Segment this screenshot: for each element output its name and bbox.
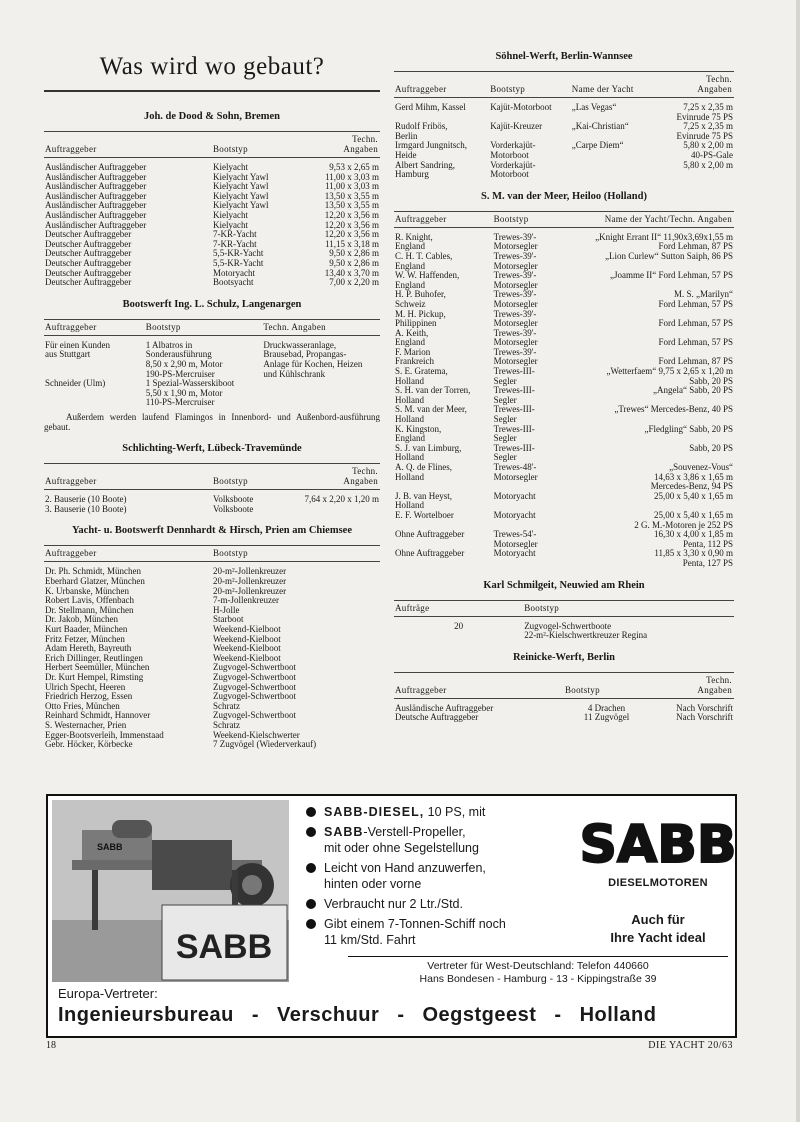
table-cell: H-Jolle xyxy=(213,604,240,615)
table-cell: M. S. „Marilyn“ Ford Lehman, 57 PS xyxy=(658,289,733,309)
column-header: Auftraggeber xyxy=(44,546,212,562)
feature-text: Leicht von Hand anzuwerfen, hinten oder vorne xyxy=(324,861,486,891)
table-cell: W. W. Haffenden, England xyxy=(395,270,460,290)
table-cell: H. P. Buhofer, Schweiz xyxy=(395,289,446,309)
table-cell: 7,25 x 2,35 m Evinrude 75 PS xyxy=(676,121,733,141)
table-cell: R. Knight, England xyxy=(395,231,433,252)
column-header: Bootstyp xyxy=(523,600,734,616)
left-sections xyxy=(44,110,380,750)
table-cell: Otto Fries, München xyxy=(45,700,120,711)
page-edge xyxy=(796,0,800,1122)
feature-text: -Verstell-Propeller, mit oder ohne Segelstellung xyxy=(324,825,479,855)
column-header: Name der Yacht xyxy=(571,72,659,98)
table-cell: 7,25 x 2,35 m Evinrude 75 PS xyxy=(676,102,733,122)
table-cell: Bootsyacht xyxy=(213,277,254,288)
table-cell: 9,50 x 2,86 m xyxy=(329,257,379,268)
slogan: Auch für Ihre Yacht ideal xyxy=(610,912,706,945)
order-table xyxy=(44,131,380,288)
table-cell: Weekend-Kielboot xyxy=(213,633,281,644)
table-cell: 12,20 x 3,56 m xyxy=(324,219,379,230)
table-cell: Zugvogel-Schwertboot xyxy=(213,681,296,692)
table-cell: Trewes-39'- Motorsegler xyxy=(493,289,538,309)
table-cell: Deutscher Auftraggeber xyxy=(45,238,132,249)
table-cell: Kielyacht Yawl xyxy=(213,171,269,182)
table-cell: 2. Bauserie (10 Boote) xyxy=(45,494,127,505)
table-cell: Weekend-Kielboot xyxy=(213,643,281,654)
table-cell: Nach Vorschrift xyxy=(676,712,733,723)
table-cell: Druckwasseranlage, Brausebad, Propangas- Anlage für Kochen, Heizen und Kühlschrank xyxy=(263,339,363,379)
table-row xyxy=(394,98,734,123)
table-cell: Rudolf Fribös, Berlin xyxy=(395,121,448,141)
table-row xyxy=(394,310,734,329)
column-header: Techn. Angaben xyxy=(296,464,380,490)
table-cell: Trewes-III- Segler xyxy=(493,404,535,425)
table-cell: A. Q. de Flines, Holland xyxy=(395,462,452,482)
table-cell: Vorderkajüt- Motorboot xyxy=(490,140,536,160)
table-cell: Deutscher Auftraggeber xyxy=(45,229,132,240)
column-header: Bootstyp xyxy=(212,546,380,562)
table-cell: M. H. Pickup, Philippinen xyxy=(395,308,446,329)
table-row xyxy=(394,444,734,463)
right-sections xyxy=(394,50,734,723)
table-cell: „Angela“ Sabb, 20 PS xyxy=(653,385,733,396)
table-cell: „Wetterfaem“ 9,75 x 2,65 x 1,20 m Sabb, 20 PS xyxy=(606,366,733,386)
table-cell: 5,5-KR-Yacht xyxy=(213,257,264,268)
column-header: Bootstyp xyxy=(145,319,263,335)
table-cell: Deutscher Auftraggeber xyxy=(45,257,132,268)
europe-company-part: Ingenieursbureau xyxy=(58,1004,234,1026)
column-header: Techn. Angaben xyxy=(649,672,734,698)
column-header: Name der Yacht/Techn. Angaben xyxy=(561,211,734,227)
table-cell: 13,40 x 3,70 m xyxy=(324,267,379,278)
table-cell: 9,50 x 2,86 m xyxy=(329,248,379,259)
europe-company xyxy=(58,1002,735,1028)
table-cell: Dr. Kurt Hempel, Rimsting xyxy=(45,672,144,682)
left-column xyxy=(44,50,380,750)
table-cell: Dr. Stellmann, München xyxy=(45,604,134,615)
table-cell: 12,20 x 3,56 m xyxy=(324,229,379,240)
feature-strong: SABB-DIESEL, xyxy=(324,805,425,819)
table-cell: Kielyacht Yawl xyxy=(213,190,269,201)
table-cell: Ohne Auftraggeber xyxy=(395,529,465,540)
table-cell: F. Marion Frankreich xyxy=(395,346,434,367)
table-row xyxy=(394,290,734,309)
column-header: Techn. Angaben xyxy=(659,72,734,98)
bullet-icon xyxy=(306,863,316,873)
table-cell: Ford Lehman, 57 PS xyxy=(658,337,733,348)
table-cell: 5,80 x 2,00 m 40-PS-Gale xyxy=(683,140,733,160)
europe-company-part: Oegstgeest xyxy=(422,1004,537,1026)
table-row xyxy=(44,740,380,750)
table-cell: 20 xyxy=(454,620,464,631)
table-cell: S. M. van der Meer, Holland xyxy=(395,404,467,425)
table-cell: S. J. van Limburg, Holland xyxy=(395,442,462,463)
table-cell: Fritz Fetzer, München xyxy=(45,633,125,644)
table-cell: 12,20 x 3,56 m xyxy=(324,209,379,220)
magazine-issue: DIE YACHT 20/63 xyxy=(648,1040,733,1051)
section-title: Reinicke-Werft, Berlin xyxy=(512,651,616,663)
table-cell: Trewes-54'- Motorsegler xyxy=(493,529,538,549)
table-cell: Vorderkajüt- Motorboot xyxy=(490,159,536,180)
table-cell: Motoryacht xyxy=(213,267,255,278)
table-row xyxy=(394,386,734,405)
table-cell: Zugvogel-Schwertboote 22-m²-Kielschwertkreuzer Regina xyxy=(524,620,648,641)
crate-sabb-label: SABB xyxy=(175,928,273,966)
table-cell: Kielyacht Yawl xyxy=(213,181,269,192)
table-cell: 4 Drachen xyxy=(587,702,626,713)
table-cell xyxy=(571,161,659,180)
table-cell: Ford Lehman, 57 PS xyxy=(658,318,733,329)
table-row xyxy=(394,713,734,723)
table-cell: Zugvogel-Schwertboot xyxy=(213,662,296,673)
europe-company-part: Verschuur xyxy=(276,1004,380,1026)
table-cell: 7-m-Jollenkreuzer xyxy=(213,595,279,606)
table-cell: Trewes-39'- Motorsegler xyxy=(493,346,538,367)
page-title: Was wird wo gebaut? xyxy=(44,50,380,92)
europe-company-part: - xyxy=(251,1004,259,1026)
table-cell: Starboot xyxy=(213,614,244,625)
table-row xyxy=(394,141,734,160)
europe-label: Europa-Vertreter: xyxy=(58,986,158,1001)
feature-item xyxy=(304,824,574,856)
table-cell: Irmgard Jungnitsch, Heide xyxy=(395,140,467,160)
sabb-logo-block xyxy=(579,808,737,947)
table-cell: Kielyacht xyxy=(213,209,248,220)
table-cell: „Joamme II“ Ford Lehman, 57 PS xyxy=(610,270,733,281)
order-table xyxy=(44,463,380,514)
table-cell: 25,00 x 5,40 x 1,65 m 2 G. M.-Motoren je 252 PS xyxy=(634,509,733,530)
table-cell: Erich Dillinger, Reutlingen xyxy=(45,652,143,663)
table-cell: Deutscher Auftraggeber xyxy=(45,248,132,259)
machine-sabb-label: SABB xyxy=(97,842,123,852)
column-header: Auftraggeber xyxy=(394,211,493,227)
table-cell: 7,00 x 2,20 m xyxy=(329,277,379,288)
table-cell: K. Urbanske, München xyxy=(45,585,129,596)
table-row xyxy=(394,549,734,568)
table-cell: „Souvenez-Vous“ 14,63 x 3,86 x 1,65 m Mercedes-Benz, 94 PS xyxy=(650,462,733,492)
table-row xyxy=(394,367,734,386)
order-table xyxy=(394,600,734,641)
column-header: Auftraggeber xyxy=(394,672,564,698)
table-row xyxy=(394,425,734,444)
table-cell: Zugvogel-Schwertboot xyxy=(213,672,296,682)
table-cell: 11,15 x 3,18 m xyxy=(325,238,379,249)
table-row xyxy=(394,252,734,271)
table-row xyxy=(394,492,734,511)
sabb-advertisement xyxy=(46,794,737,1038)
column-header: Bootstyp xyxy=(489,72,571,98)
table-cell: 20-m²-Jollenkreuzer xyxy=(213,585,287,596)
table-cell: Ausländischer Auftraggeber xyxy=(45,171,147,182)
table-cell: Reinhard Schmidt, Hannover xyxy=(45,710,151,721)
table-cell: 1 Spezial-Wasserskiboot 5,50 x 1,90 m, Motor 110-PS-Mercruiser xyxy=(145,378,235,408)
table-cell: E. F. Wortelboer xyxy=(395,509,454,520)
table-cell: 5,5-KR-Yacht xyxy=(213,248,264,259)
table-cell: Ausländischer Auftraggeber xyxy=(45,200,147,211)
table-cell: Kielyacht xyxy=(213,162,248,172)
table-cell: Deutsche Auftraggeber xyxy=(395,712,479,723)
table-cell: „Las Vegas“ xyxy=(571,102,617,112)
table-cell: Friedrich Herzog, Essen xyxy=(45,691,133,702)
section-title: Schlichting-Werft, Lübeck-Travemünde xyxy=(122,443,302,455)
table-cell: Ausländischer Auftraggeber xyxy=(45,190,147,201)
column-header: Bootstyp xyxy=(212,132,320,158)
table-cell: 20-m²-Jollenkreuzer xyxy=(213,576,287,587)
table-cell: 9,53 x 2,65 m xyxy=(329,162,379,172)
table-cell: Deutscher Auftraggeber xyxy=(45,267,132,278)
table-cell: Volksboote xyxy=(213,494,254,505)
table-cell: 16,30 x 4,00 x 1,85 m Penta, 112 PS xyxy=(653,529,733,549)
feature-list xyxy=(304,804,574,952)
table-row xyxy=(44,490,380,505)
column-header: Auftraggeber xyxy=(44,132,212,158)
table-row xyxy=(44,278,380,288)
table-cell: Ausländischer Auftraggeber xyxy=(45,219,147,230)
column-header: Auftraggeber xyxy=(394,72,489,98)
rep-line-1: Vertreter für West-Deutschland: Telefon 440660 xyxy=(427,960,649,972)
sabb-logo xyxy=(579,808,737,875)
table-cell: 7-KR-Yacht xyxy=(213,238,257,249)
section-note: Außerdem werden laufend Flamingos in Innenbord- und Außenbord-ausführung gebaut. xyxy=(44,411,380,433)
table-cell: Ford Lehman, 87 PS xyxy=(658,356,733,367)
column-header: Auftraggeber xyxy=(44,319,145,335)
table-cell: „Fledgling“ Sabb, 20 PS xyxy=(644,423,733,434)
table-row xyxy=(394,463,734,492)
table-cell: Trewes-39'- Motorsegler xyxy=(493,327,538,348)
table-cell: Trewes-III- Segler xyxy=(493,423,535,444)
bullet-icon xyxy=(306,919,316,929)
order-table xyxy=(394,211,734,569)
table-cell: „Knight Errant II“ 11,90x3,69x1,55 m Ford Lehman, 87 PS xyxy=(595,231,733,252)
table-row xyxy=(394,348,734,367)
engine-photo xyxy=(52,800,289,982)
section-title: Söhnel-Werft, Berlin-Wannsee xyxy=(495,51,633,62)
column-header: Bootstyp xyxy=(564,672,649,698)
table-row xyxy=(394,227,734,252)
table-cell: Weekend-Kielboot xyxy=(213,624,281,635)
table-cell: 1 Albatros in Sonderausführung 8,50 x 2,90 m, Motor 190-PS-Mercruiser xyxy=(145,339,223,379)
table-cell xyxy=(296,505,380,515)
representative-info xyxy=(348,956,728,986)
table-cell: „Kai-Christian“ xyxy=(571,121,629,132)
section-title: Joh. de Dood & Sohn, Bremen xyxy=(143,111,281,122)
logo-subtitle: DIESELMOTOREN xyxy=(608,877,708,889)
table-cell: Sabb, 20 PS xyxy=(689,442,733,453)
order-table xyxy=(44,319,380,408)
table-cell: A. Keith, England xyxy=(395,327,429,348)
table-cell: Ulrich Specht, Heeren xyxy=(45,681,126,692)
table-row xyxy=(394,271,734,290)
table-cell: Kajüt-Motorboot xyxy=(490,102,552,112)
table-cell: Schneider (Ulm) xyxy=(45,378,106,389)
europe-company-part: - xyxy=(554,1004,562,1026)
table-row xyxy=(394,616,734,641)
table-cell: Motoryacht xyxy=(493,490,536,501)
table-cell: Motoryacht xyxy=(493,509,536,520)
table-row xyxy=(394,530,734,549)
table-cell: „Lion Curlew“ Sutton Saiph, 86 PS xyxy=(605,250,733,261)
table-cell: C. H. T. Cables, England xyxy=(395,250,453,271)
table-cell: Weekend-Kielschwerter xyxy=(213,729,300,740)
table-cell: 11,00 x 3,03 m xyxy=(325,171,379,182)
table-row xyxy=(44,335,380,379)
table-cell: 7,64 x 2,20 x 1,20 m xyxy=(304,494,379,505)
feature-item xyxy=(304,804,574,820)
table-cell: Ausländischer Auftraggeber xyxy=(45,162,147,172)
table-cell: Ausländische Auftraggeber xyxy=(395,702,494,713)
table-cell: Trewes-39'- Motorsegler xyxy=(493,270,538,290)
sabb-logo-text: SABB xyxy=(579,815,737,875)
column-header: Bootstyp xyxy=(493,211,561,227)
europe-company-part: - xyxy=(397,1004,405,1026)
table-cell: Ausländischer Auftraggeber xyxy=(45,181,147,192)
table-cell: Deutscher Auftraggeber xyxy=(45,277,132,288)
table-cell: J. B. van Heyst, Holland xyxy=(395,490,452,511)
feature-item xyxy=(304,896,574,912)
table-row xyxy=(394,511,734,530)
table-cell: Ausländischer Auftraggeber xyxy=(45,209,147,220)
column-header: Bootstyp xyxy=(212,464,296,490)
table-cell: Kielyacht Yawl xyxy=(213,200,269,211)
column-header: Aufträge xyxy=(394,600,523,616)
page-number: 18 xyxy=(46,1040,56,1051)
table-cell: 25,00 x 5,40 x 1,65 m xyxy=(653,490,733,501)
feature-item xyxy=(304,916,574,948)
column-header: Auftraggeber xyxy=(44,464,212,490)
table-cell: 13,50 x 3,55 m xyxy=(324,190,379,201)
table-cell: Zugvogel-Schwertboot xyxy=(213,710,296,721)
table-cell: Kurt Baader, München xyxy=(45,624,128,635)
table-row xyxy=(44,379,380,408)
table-cell: Zugvogel-Schwertboot xyxy=(213,691,296,702)
table-cell: Ohne Auftraggeber xyxy=(395,548,465,559)
table-cell: 11,00 x 3,03 m xyxy=(325,181,379,192)
table-cell: Trewes-III- Segler xyxy=(493,442,535,463)
table-cell: 5,80 x 2,00 m xyxy=(683,159,733,170)
europe-company-part: Holland xyxy=(579,1004,657,1026)
section-title: Karl Schmilgeit, Neuwied am Rhein xyxy=(483,579,645,591)
feature-text: Verbraucht nur 2 Ltr./Std. xyxy=(324,897,463,911)
order-table xyxy=(394,71,734,180)
bullet-icon xyxy=(306,899,316,909)
table-row xyxy=(394,122,734,141)
table-cell: Gerd Mihm, Kassel xyxy=(395,102,466,112)
table-row xyxy=(394,698,734,713)
table-cell: Trewes-39'- Motorsegler xyxy=(493,231,538,252)
table-cell: Schratz xyxy=(213,700,240,711)
table-cell: Trewes-48'- Motorsegler xyxy=(493,462,538,482)
europe-representative xyxy=(48,986,735,1028)
feature-item xyxy=(304,860,574,892)
table-cell: Dr. Ph. Schmidt, München xyxy=(45,566,141,577)
table-row xyxy=(44,158,380,173)
table-cell: „Trewes“ Mercedes-Benz, 40 PS xyxy=(614,404,733,415)
table-cell: „Carpe Diem“ xyxy=(571,140,624,151)
bullet-icon xyxy=(306,827,316,837)
table-row xyxy=(394,405,734,424)
table-row xyxy=(44,505,380,515)
table-cell: Dr. Jakob, München xyxy=(45,614,118,625)
column-header: Techn. Angaben xyxy=(320,132,380,158)
section-title: Yacht- u. Bootswerft Dennhardt & Hirsch, Prien am Chiemsee xyxy=(72,525,352,537)
table-cell: Volksboote xyxy=(213,503,254,514)
order-table xyxy=(394,672,734,723)
table-cell: Schratz xyxy=(213,719,240,730)
table-cell: Trewes-39'- Motorsegler xyxy=(493,308,538,329)
table-cell: S. H. van der Torren, Holland xyxy=(395,385,471,405)
table-cell: Egger-Bootsverleih, Immenstaad xyxy=(45,729,164,740)
table-cell: 20-m²-Jollenkreuzer xyxy=(213,566,287,577)
table-cell: K. Kingston, England xyxy=(395,423,442,444)
table-cell: Trewes-III- Segler xyxy=(493,385,535,405)
table-row xyxy=(44,562,380,577)
table-cell: 7-KR-Yacht xyxy=(213,229,257,240)
table-cell: S. Westernacher, Prien xyxy=(45,719,127,730)
table-cell: 11 Zugvögel xyxy=(583,712,630,723)
table-cell: 11,85 x 3,30 x 0,90 m Penta, 127 PS xyxy=(654,548,733,568)
table-cell: Kajüt-Kreuzer xyxy=(490,121,543,132)
table-row xyxy=(394,329,734,348)
table-cell: Nach Vorschrift xyxy=(676,702,733,713)
table-cell: Herbert Seemüller, München xyxy=(45,662,150,673)
table-cell: 7 Zugvögel (Wiederverkauf) xyxy=(213,739,317,750)
table-cell: 3. Bauserie (10 Boote) xyxy=(45,503,127,514)
feature-text: 10 PS, mit xyxy=(424,805,486,819)
table-cell xyxy=(262,379,380,408)
table-row xyxy=(394,161,734,180)
order-table xyxy=(44,545,380,749)
table-cell: Trewes-39'- Motorsegler xyxy=(493,250,538,271)
table-cell: Motoryacht xyxy=(493,548,536,559)
rep-line-2: Hans Bondesen - Hamburg - 13 - Kippingstraße 39 xyxy=(419,973,657,985)
table-cell: Für einen Kunden aus Stuttgart xyxy=(45,339,110,360)
table-cell: S. E. Gratema, Holland xyxy=(395,366,448,386)
table-cell: Robert Lavis, Offenbach xyxy=(45,595,135,606)
table-cell: Albert Sandring, Hamburg xyxy=(395,159,455,180)
section-title: Bootswerft Ing. L. Schulz, Langenargen xyxy=(122,298,302,310)
section-title: S. M. van der Meer, Heiloo (Holland) xyxy=(481,190,647,202)
table-cell: Adam Hereth, Bayreuth xyxy=(45,643,132,654)
right-column xyxy=(394,50,734,723)
table-cell: Trewes-III- Segler xyxy=(493,366,535,386)
table-cell: Eberhard Glatzer, München xyxy=(45,576,145,587)
bullet-icon xyxy=(306,807,316,817)
table-cell: 13,50 x 3,55 m xyxy=(324,200,379,211)
table-cell: Weekend-Kielboot xyxy=(213,652,281,663)
feature-strong: SABB xyxy=(324,825,364,839)
column-header: Techn. Angaben xyxy=(262,319,380,335)
engine-illustration xyxy=(52,800,289,982)
table-cell: Kielyacht xyxy=(213,219,248,230)
table-cell: Gebr. Höcker, Körbecke xyxy=(45,739,133,750)
feature-text: Gibt einem 7-Tonnen-Schiff noch 11 km/Std. Fahrt xyxy=(324,917,506,947)
